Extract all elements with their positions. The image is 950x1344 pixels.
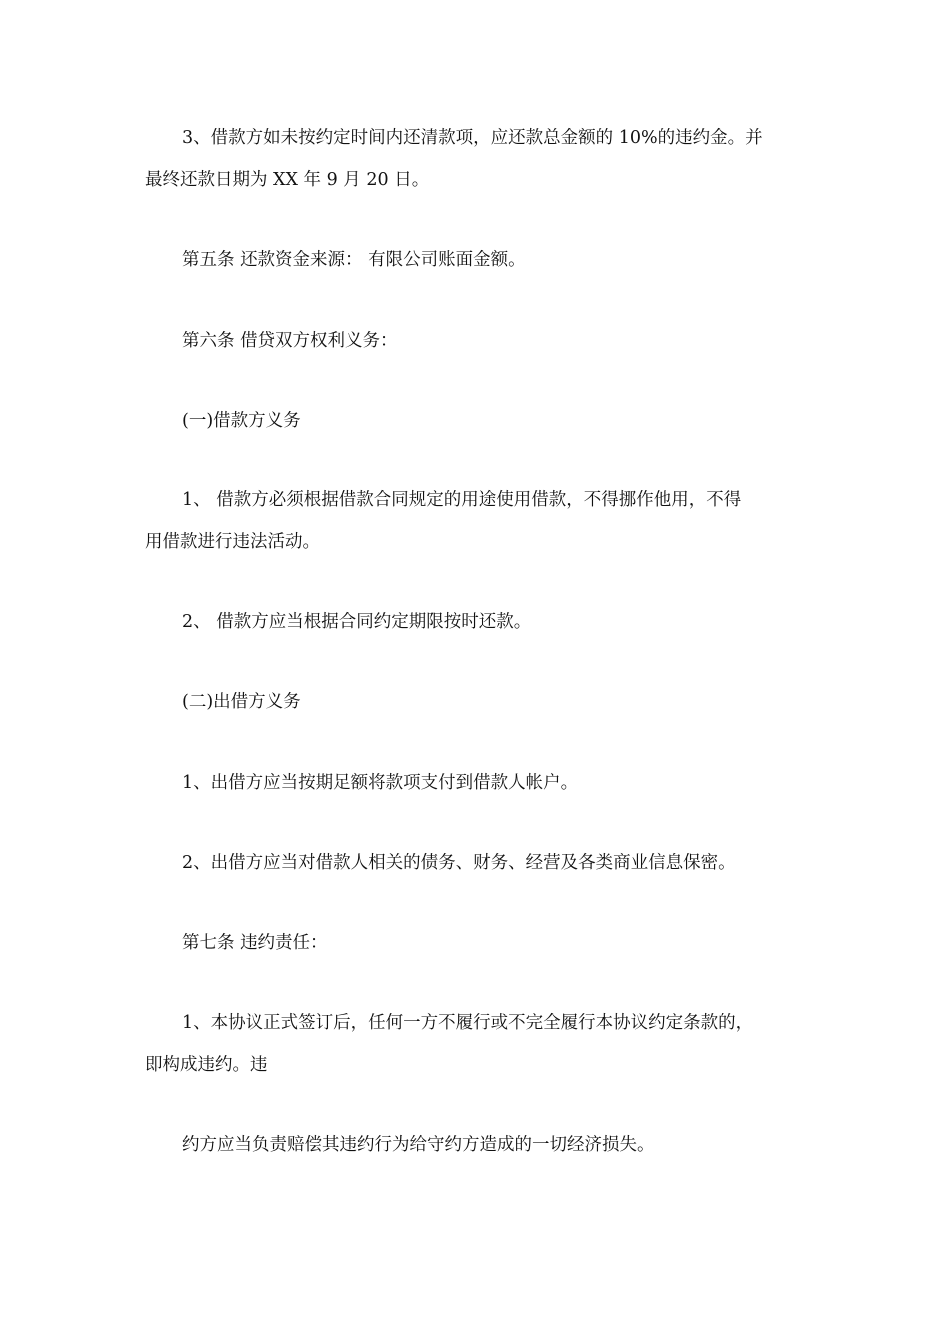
text-line: (一)借款方义务 bbox=[182, 411, 301, 431]
text-line: 第六条 借贷双方权利义务： bbox=[182, 331, 398, 351]
text-line: 第七条 违约责任： bbox=[182, 933, 328, 953]
paragraph-penalty-clause bbox=[145, 117, 805, 201]
text-line: 1、本协议正式签订后，任何一方不履行或不完全履行本协议约定条款的， bbox=[182, 1013, 754, 1033]
text-line: 2、 借款方应当根据合同约定期限按时还款。 bbox=[182, 612, 532, 632]
paragraph-borrower-obligations-heading bbox=[145, 400, 805, 442]
text-line: 第五条 还款资金来源： 有限公司账面金额。 bbox=[182, 250, 526, 270]
paragraph-breach-1 bbox=[145, 1002, 805, 1086]
paragraph-lender-obligations-heading bbox=[145, 681, 805, 723]
text-line: 用借款进行违法活动。 bbox=[145, 532, 320, 552]
paragraph-article-5 bbox=[145, 239, 805, 281]
text-line: 约方应当负责赔偿其违约行为给守约方造成的一切经济损失。 bbox=[182, 1135, 655, 1155]
paragraph-breach-compensation bbox=[145, 1124, 805, 1166]
paragraph-lender-obligation-1 bbox=[145, 762, 805, 804]
paragraph-borrower-obligation-2 bbox=[145, 601, 805, 643]
text-line: 2、出借方应当对借款人相关的债务、财务、经营及各类商业信息保密。 bbox=[182, 853, 736, 873]
text-line: 3、借款方如未按约定时间内还清款项，应还款总金额的 10%的违约金。并 bbox=[182, 128, 763, 148]
text-line: 最终还款日期为 XX 年 9 月 20 日。 bbox=[145, 170, 430, 190]
text-line: 即构成违约。违 bbox=[145, 1055, 268, 1075]
text-line: 1、出借方应当按期足额将款项支付到借款人帐户。 bbox=[182, 773, 579, 793]
text-line: 1、 借款方必须根据借款合同规定的用途使用借款，不得挪作他用，不得 bbox=[182, 490, 742, 510]
text-line: (二)出借方义务 bbox=[182, 692, 301, 712]
paragraph-borrower-obligation-1 bbox=[145, 479, 805, 563]
paragraph-lender-obligation-2 bbox=[145, 842, 805, 884]
paragraph-article-7 bbox=[145, 922, 805, 964]
paragraph-article-6 bbox=[145, 320, 805, 362]
